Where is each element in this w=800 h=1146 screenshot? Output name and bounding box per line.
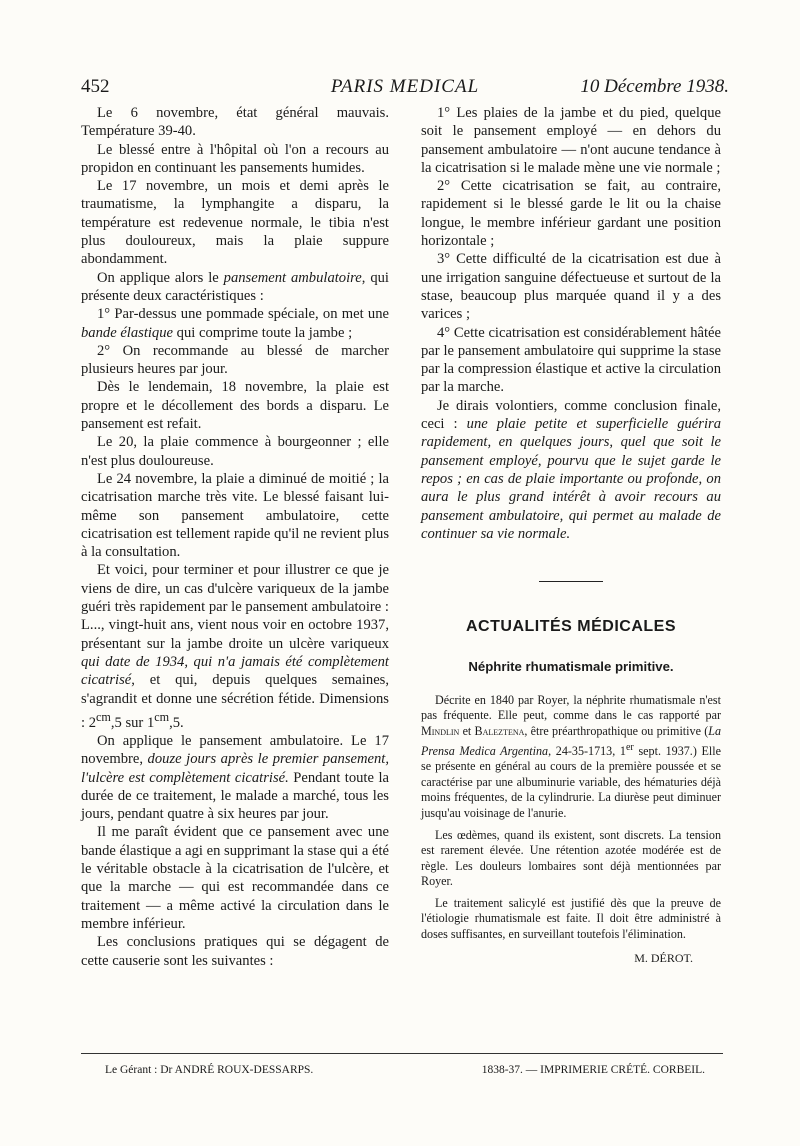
issue-date: 10 Décembre 1938. bbox=[580, 76, 729, 97]
article-title: Néphrite rhumatismale primitive. bbox=[468, 659, 674, 675]
paragraph: Le 17 novembre, un mois et demi après le traumatisme, la lymphangite a disparu, la température est redevenue normale, le tibia n'est plus douloureux, mais la plaie suppure abondamment. bbox=[81, 178, 389, 268]
paragraph: 3° Cette difficulté de la cicatrisation est due à une irrigation sanguine défectueuse et surtout de la stase, beaucoup plus marquée quand il y a des varices ; bbox=[421, 251, 721, 323]
left-column bbox=[81, 104, 389, 970]
footer-manager: Le Gérant : Dr ANDRÉ ROUX-DESSARPS. bbox=[105, 1064, 314, 1076]
paragraph: Le traitement salicylé est justifié dès que la preuve de l'étiologie rhumatismale est faite. Il doit être administré à doses suffisantes, en surveillant toutefois l'élimination. bbox=[421, 895, 721, 942]
right-column-paragraphs bbox=[421, 104, 721, 543]
paragraph: Dès le lendemain, 18 novembre, la plaie est propre et le décollement des bords a disparu. Le pansement est refait. bbox=[81, 379, 389, 433]
paragraph: 4° Cette cicatrisation est considérablement hâtée par le pansement ambulatoire qui supprime la stase par la compression élastique et active la circulation par la marche. bbox=[421, 324, 721, 396]
paragraph: 2° On recommande au blessé de marcher plusieurs heures par jour. bbox=[81, 342, 389, 378]
page-number: 452 bbox=[81, 76, 110, 97]
section-divider bbox=[539, 581, 603, 582]
article-body bbox=[421, 693, 721, 943]
paragraph: Les conclusions pratiques qui se dégagent de cette causerie sont les suivantes : bbox=[81, 934, 389, 969]
paragraph: On applique alors le pansement ambulatoire, qui présente deux caractéristiques : bbox=[81, 269, 389, 304]
paragraph: 1° Les plaies de la jambe et du pied, quelque soit le pansement employé — en dehors du pansement ambulatoire — n'ont aucune tendance à la cicatrisation si le malade mène une vie normale ; bbox=[421, 105, 721, 176]
paragraph: Le 20, la plaie commence à bourgeonner ; elle n'est plus douloureuse. bbox=[81, 434, 389, 469]
page-header bbox=[81, 76, 729, 100]
paragraph: Décrite en 1840 par Royer, la néphrite rhumatismale n'est pas fréquente. Elle peut, comme dans le cas rapporté par Mindlin et Baleztena, être préarthropathique ou primitive (La Prensa Medica Argentina, 24-35-1713, 1er sept. 1937.) Elle se présente en général au cours de la première poussée et se caractérise par une albuminurie variable, des hématuries déjà moins fréquentes, de la cylindrurie. La diurèse peut diminuer jusqu'au voisinage de l'anurie. bbox=[421, 692, 722, 820]
paragraph: 1° Par-dessus une pommade spéciale, on met une bande élastique qui comprime toute la jambe ; bbox=[81, 306, 389, 341]
footer-rule bbox=[81, 1053, 723, 1054]
paragraph: Le blessé entre à l'hôpital où l'on a recours au propidon en continuant les pansements humides. bbox=[81, 141, 389, 176]
footer-printer: 1838-37. — IMPRIMERIE CRÉTÉ. CORBEIL. bbox=[481, 1064, 705, 1076]
paragraph: Il me paraît évident que ce pansement avec une bande élastique a agi en supprimant la stase qui a été le véritable obstacle à la cicatrisation de l'ulcère, et que la marche — qui est recommandée dans ce traitement — a même activé la circulation dans le membre inférieur. bbox=[81, 824, 389, 932]
paragraph: Les œdèmes, quand ils existent, sont discrets. La tension est rarement élevée. Une rétention azotée modérée est de règle. Les douleurs lombaires sont déjà mentionnées par Royer. bbox=[421, 827, 721, 889]
right-column bbox=[421, 104, 721, 967]
paragraph: On applique le pansement ambulatoire. Le 17 novembre, douze jours après le premier pansement, l'ulcère est complètement cicatrisé. Pendant toute la durée de ce traitement, le malade a marché, tous les jours, pendant quatre à six heures par jour. bbox=[81, 732, 389, 823]
paragraph: 2° Cette cicatrisation se fait, au contraire, rapidement si le blessé garde le lit ou la chaise longue, le membre inférieur gardant une position horizontale ; bbox=[421, 178, 721, 250]
news-section-heading: ACTUALITÉS MÉDICALES bbox=[466, 618, 676, 636]
paragraph: Le 24 novembre, la plaie a diminué de moitié ; la cicatrisation marche très vite. Le blessé faisant lui-même son pansement ambulatoire, cette cicatrisation est tellement rapide qu'il ne revient plus à la consultation. bbox=[81, 470, 389, 561]
paragraph: Et voici, pour terminer et pour illustrer ce que je viens de dire, un cas d'ulcère variqueux de la jambe guéri très rapidement par le pansement ambulatoire : L..., vingt-huit ans, vient nous voir en octobre 1937, présentant sur la jambe droite un ulcère variqueux qui date de 1934, qui n'a jamais été complètement cicatrisé, et qui, depuis quelques semaines, s'agrandit et donne une sécrétion fétide. Dimensions : $2^{cm},5$ sur $1^{cm},5$. bbox=[81, 562, 389, 731]
journal-title: PARIS MEDICAL bbox=[330, 76, 480, 97]
paragraph: Le 6 novembre, état général mauvais. Température 39-40. bbox=[81, 105, 389, 140]
article-signature: M. DÉROT. bbox=[634, 950, 693, 965]
paragraph: Je dirais volontiers, comme conclusion finale, ceci : une plaie petite et superficielle guérira rapidement, en quelques jours, quel que soit le pansement employé, pourvu que le sujet garde le repos ; en cas de plaie importante ou profonde, on aura le plus grand intérêt à avoir recours au pansement ambulatoire, qui permet au malade de continuer sa vie normale. bbox=[421, 397, 721, 542]
